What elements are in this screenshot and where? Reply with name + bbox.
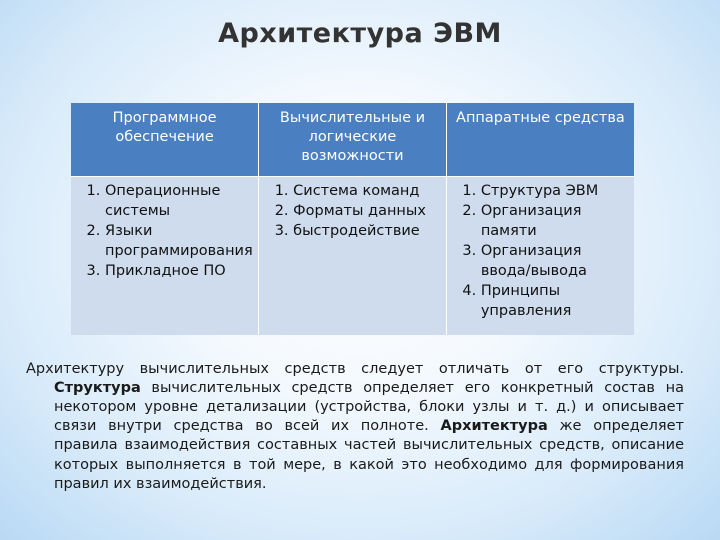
list-item: 2. Организация памяти: [481, 201, 632, 241]
capabilities-list: [261, 181, 444, 241]
term-structure: Структура: [54, 379, 141, 396]
list-item: 1. Система команд: [293, 181, 444, 201]
list-item: 3. Прикладное ПО: [105, 261, 256, 281]
software-list: [73, 181, 256, 281]
list-item: 1. Операционные системы: [105, 181, 256, 221]
list-item: 2. Языки программирования: [105, 221, 256, 261]
column-header-hardware: Аппаратные средства: [446, 103, 634, 177]
paragraph-text: вычислительных средств определяет его конкретный состав на некотором уровне детализации (устройства, блоки узлы и т. д.) и описывает связи внутри средства во всей их полноте.: [54, 379, 684, 435]
list-item: 1. Структура ЭВМ: [481, 181, 632, 201]
paragraph-text: Архитектуру вычислительных средств следует отличать от его структуры.: [26, 360, 684, 377]
architecture-table: [71, 103, 634, 335]
list-item: 3. быстродействие: [293, 221, 444, 241]
paragraph-text: же определяет правила взаимодействия составных частей вычислительных средств, описание которых выполняется в той мере, в какой это необходимо для формирования правил их взаимодействия.: [54, 418, 684, 492]
list-item: 4. Принципы управления: [481, 281, 632, 321]
hardware-list: [449, 181, 632, 321]
slide-title: Архитектура ЭВМ: [218, 18, 502, 49]
table-row: [71, 177, 634, 336]
cell-capabilities: [259, 177, 447, 336]
term-architecture: Архитектура: [440, 418, 548, 435]
cell-hardware: [446, 177, 634, 336]
list-item: 2. Форматы данных: [293, 201, 444, 221]
list-item: 3. Организация ввода/вывода: [481, 241, 632, 281]
column-header-capabilities: Вычислительные и логические возможности: [259, 103, 447, 177]
column-header-software: Программное обеспечение: [71, 103, 259, 177]
table-header-row: [71, 103, 634, 177]
cell-software: [71, 177, 259, 336]
body-paragraph: [26, 360, 684, 494]
